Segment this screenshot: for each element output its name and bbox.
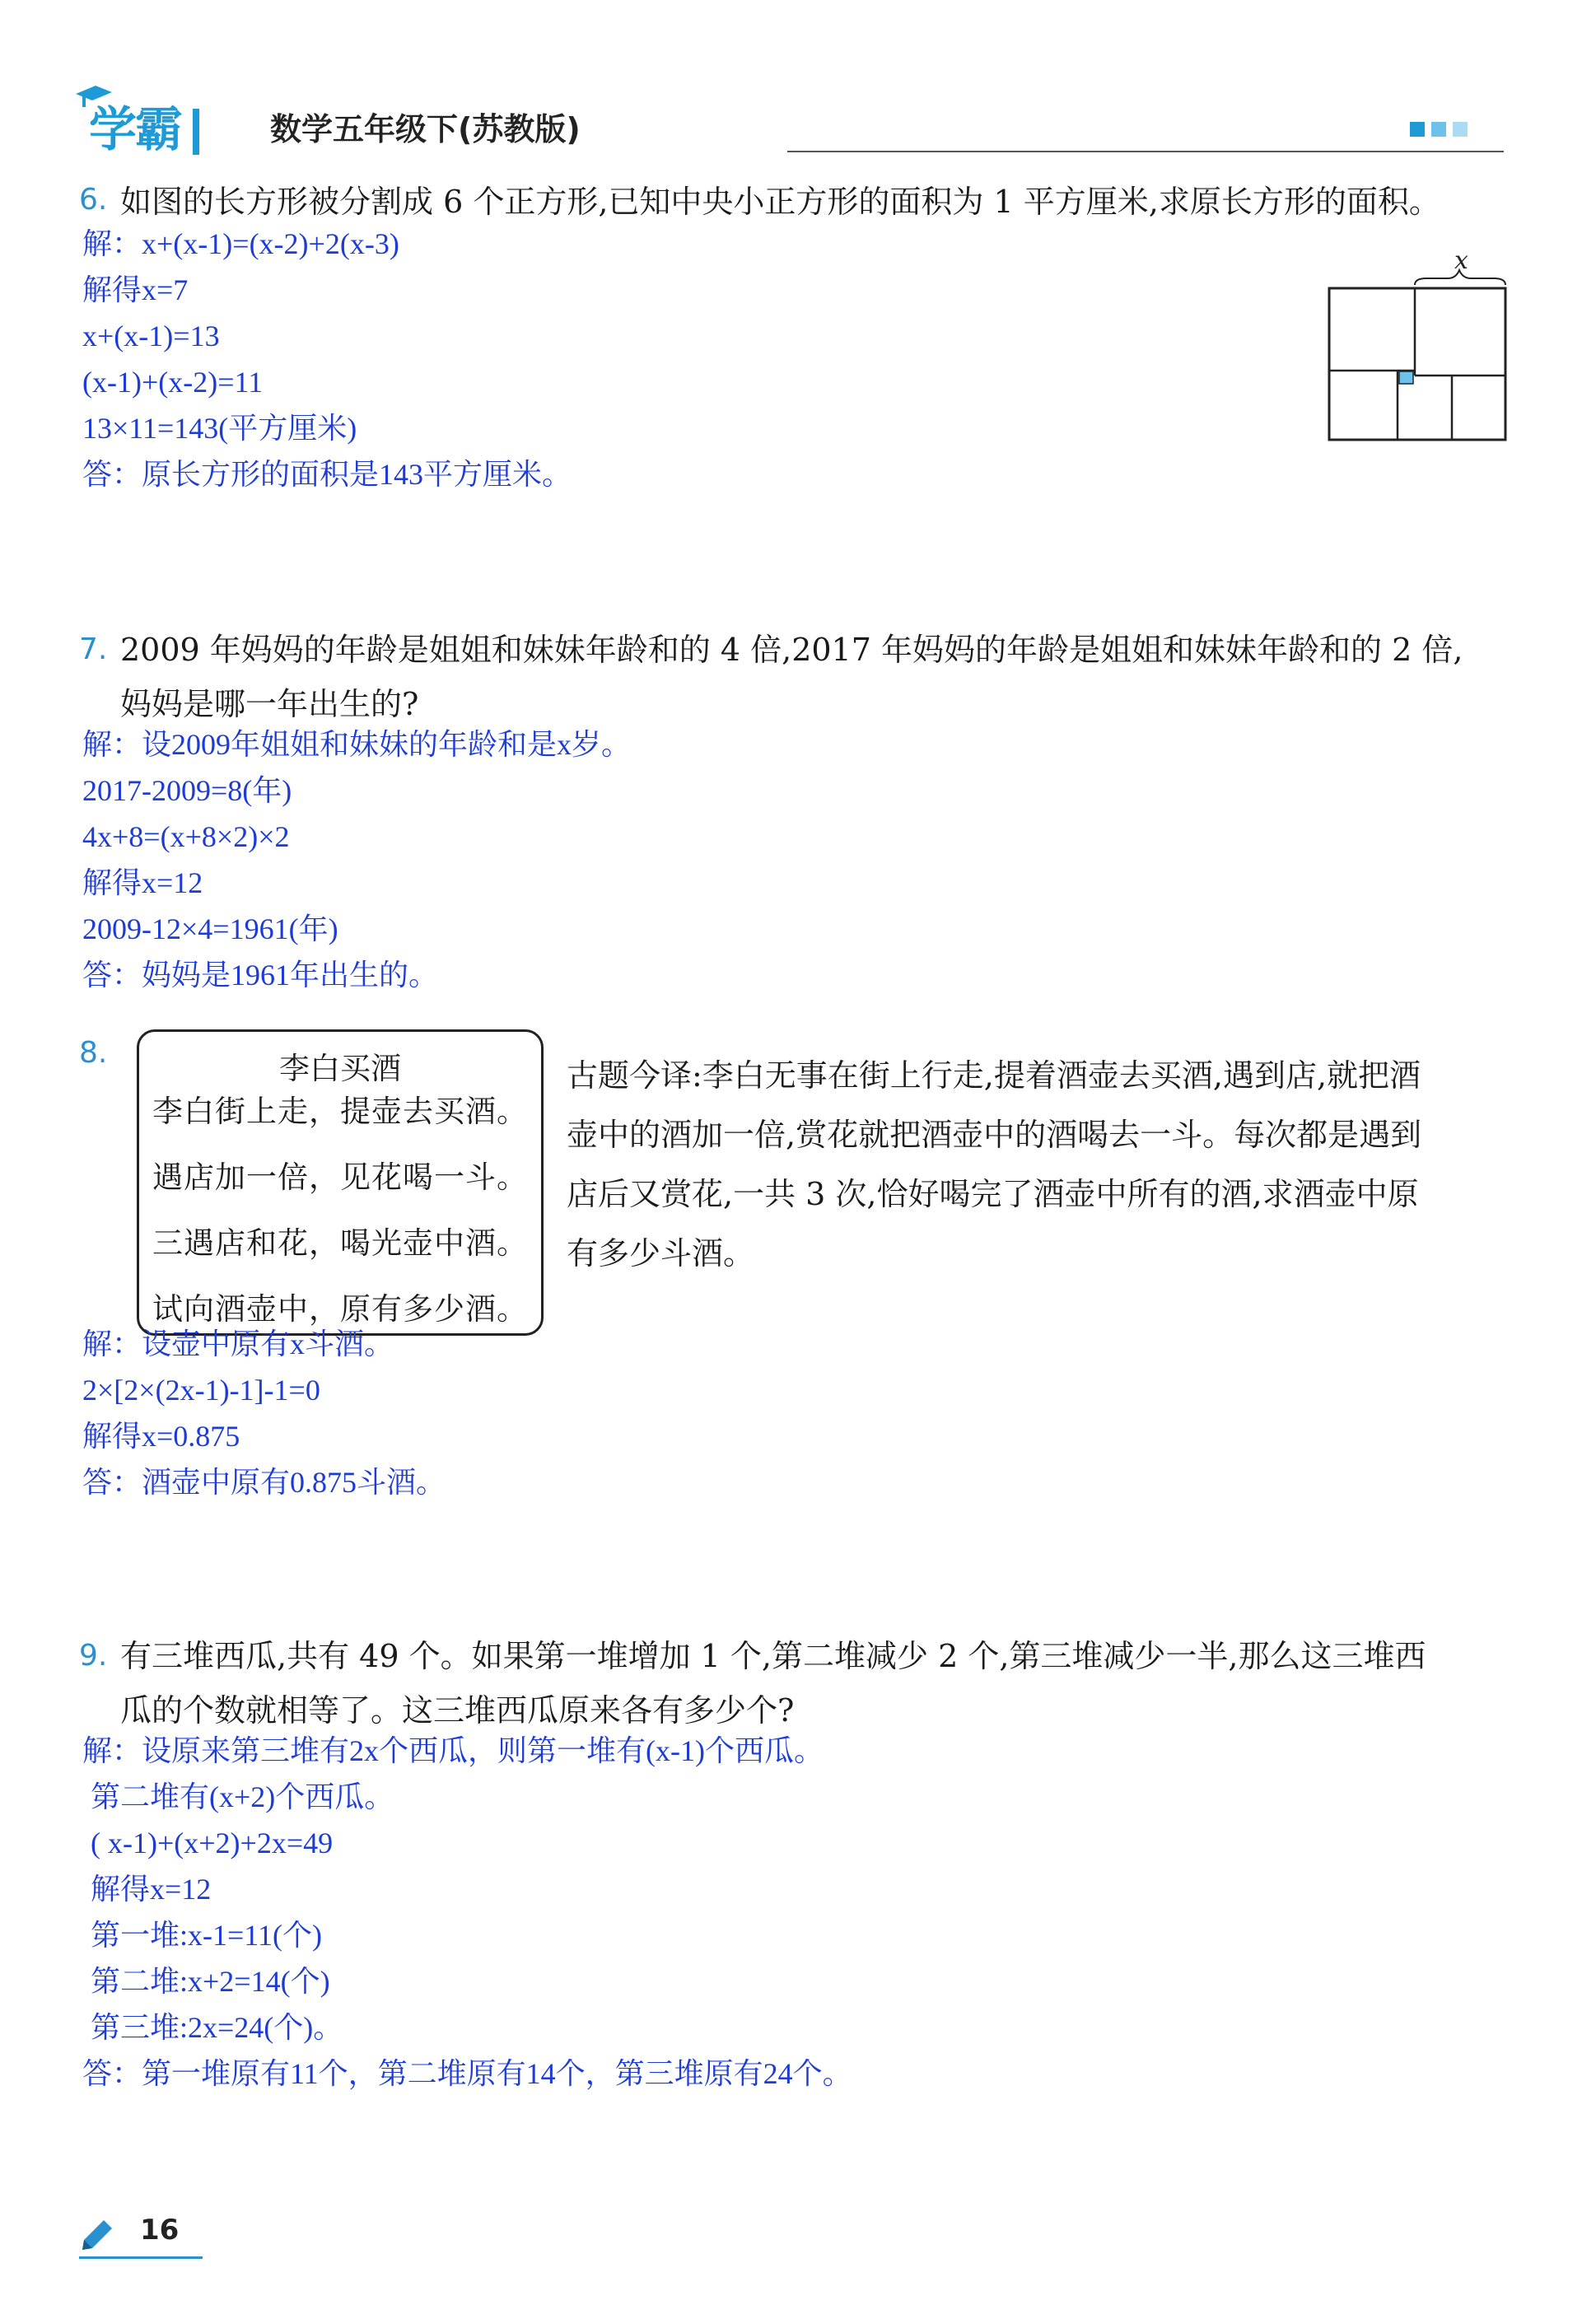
question-text: 瓜的个数就相等了。这三堆西瓜原来各有多少个? xyxy=(120,1692,795,1729)
page-title: 数学五年级下(苏教版) xyxy=(270,111,581,147)
answer-line: 解：设壶中原有x斗酒。 xyxy=(82,1327,394,1360)
answer-line: 解得x=0.875 xyxy=(82,1420,240,1453)
logo-bar xyxy=(193,109,199,155)
answer-line: 第二堆有(x+2)个西瓜。 xyxy=(91,1780,394,1813)
question-text: 有三堆西瓜,共有 49 个。如果第一堆增加 1 个,第二堆减少 2 个,第三堆减少一半,那么这三堆西 xyxy=(120,1638,1426,1674)
answer-line: 2009-12×4=1961(年) xyxy=(82,912,338,945)
answer-line: 解：设2009年姐姐和妹妹的年龄和是x岁。 xyxy=(82,728,632,761)
answer-line: 解得x=7 xyxy=(82,273,189,306)
answer-block xyxy=(82,721,631,998)
answer-line: 解得x=12 xyxy=(82,866,203,899)
poem-title: 李白买酒 xyxy=(279,1051,401,1086)
answer-line: (x-1)+(x-2)=11 xyxy=(82,366,264,399)
answer-block xyxy=(82,1728,852,2097)
answer-line: ( x-1)+(x+2)+2x=49 xyxy=(91,1827,334,1859)
answer-line: 2017-2009=8(年) xyxy=(82,774,292,807)
poem-line: 李白街上走，提壶去买酒。 xyxy=(152,1094,528,1129)
question-number: 8. xyxy=(79,1036,108,1070)
answer-line: 解：设原来第三堆有2x个西瓜，则第一堆有(x-1)个西瓜。 xyxy=(82,1734,824,1767)
graduation-cap-icon xyxy=(74,84,114,109)
translation-line: 有多少斗酒。 xyxy=(567,1235,755,1271)
answer-line: 答：酒壶中原有0.875斗酒。 xyxy=(82,1466,446,1499)
answer-line: 答：妈妈是1961年出生的。 xyxy=(82,959,439,992)
question-text: 如图的长方形被分割成 6 个正方形,已知中央小正方形的面积为 1 平方厘米,求原长方形的面积。 xyxy=(120,184,1440,220)
page-number: 16 xyxy=(140,2214,180,2247)
poem-box xyxy=(137,1029,544,1336)
poem-line: 试向酒壶中，原有多少酒。 xyxy=(152,1291,528,1327)
logo-text: 学霸 xyxy=(89,101,182,157)
footer-divider xyxy=(79,2256,203,2259)
translation-line: 古题今译:李白无事在街上行走,提着酒壶去买酒,遇到店,就把酒 xyxy=(567,1057,1421,1094)
poem-line: 三遇店和花，喝光壶中酒。 xyxy=(152,1225,528,1261)
answer-line: 4x+8=(x+8×2)×2 xyxy=(82,820,290,853)
answer-line: 解得x=12 xyxy=(91,1873,212,1906)
translation-block xyxy=(567,1046,1421,1283)
answer-line: 第一堆:x-1=11(个) xyxy=(91,1919,322,1952)
answer-line: 13×11=143(平方厘米) xyxy=(82,412,357,445)
answer-line: 解：x+(x-1)=(x-2)+2(x-3) xyxy=(82,227,399,260)
squares-figure xyxy=(1318,247,1515,445)
answer-line: x+(x-1)=13 xyxy=(82,320,220,352)
question-number: 7. xyxy=(79,632,108,666)
figure-label-x: x xyxy=(1454,247,1468,275)
poem-line: 遇店加一倍，见花喝一斗。 xyxy=(152,1160,528,1195)
answer-line: 第二堆:x+2=14(个) xyxy=(91,1965,330,1998)
logo xyxy=(79,84,199,160)
answer-block xyxy=(82,221,572,497)
question-text: 2009 年妈妈的年龄是姐姐和妹妹年龄和的 4 倍,2017 年妈妈的年龄是姐姐和妹妹年龄和的 2 倍, xyxy=(120,632,1463,668)
question-number: 9. xyxy=(79,1639,108,1673)
translation-line: 壶中的酒加一倍,赏花就把酒壶中的酒喝去一斗。每次都是遇到 xyxy=(567,1117,1422,1153)
translation-line: 店后又赏花,一共 3 次,恰好喝完了酒壶中所有的酒,求酒壶中原 xyxy=(567,1176,1419,1212)
header-decoration xyxy=(1410,122,1468,137)
answer-block xyxy=(82,1321,446,1505)
pencil-icon xyxy=(79,2212,119,2251)
header-divider xyxy=(787,151,1504,152)
answer-line: 第三堆:2x=24(个)。 xyxy=(91,2011,343,2044)
question-text: 妈妈是哪一年出生的? xyxy=(120,686,419,722)
answer-line: 答：第一堆原有11个，第二堆原有14个，第三堆原有24个。 xyxy=(82,2057,852,2090)
question-number: 6. xyxy=(79,183,108,217)
answer-line: 2×[2×(2x-1)-1]-1=0 xyxy=(82,1374,320,1407)
answer-line: 答：原长方形的面积是143平方厘米。 xyxy=(82,458,572,491)
